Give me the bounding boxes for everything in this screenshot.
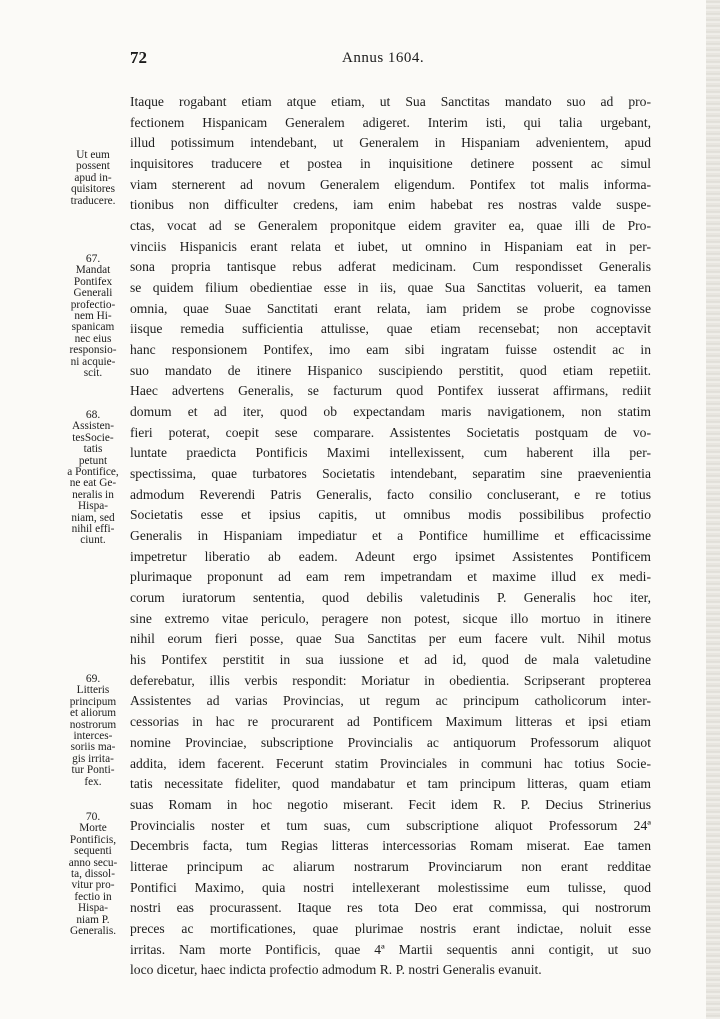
margin-note-line: Hispa- <box>77 902 109 915</box>
text-line: litterae principum ac aliarum nostrarum Provinciarum non erant redditae <box>130 858 651 874</box>
text-line: loco dicetur, haec indicta profectio admodum R. P. nostri Generalis evanuit. <box>130 962 542 978</box>
text-line: domum et ad iter, quod ob expectandam maris navigationem, non statim <box>130 404 651 420</box>
margin-note-line: apud in- <box>74 171 112 184</box>
margin-note-line: 67. <box>85 253 101 265</box>
margin-note-line: ta, dissol- <box>71 868 115 881</box>
margin-note-line: et aliorum <box>69 707 117 720</box>
text-line: cessorias in hac re procurarent ad Pontificem Maximum litteras et ipsi etiam <box>130 714 651 730</box>
margin-note-line: petunt <box>78 454 108 467</box>
margin-note-line: tur Ponti- <box>71 764 115 777</box>
text-line: his Pontifex perstitit in sua iussione et ad id, quod de mala valetudine <box>130 652 651 668</box>
text-line: tatis necessitate fideliter, quod mandabatur et tam principum litteras, quam etiam <box>130 776 651 792</box>
margin-note-line: sequenti <box>74 845 112 858</box>
margin-note-line: Hispa- <box>77 500 109 513</box>
margin-note-line: possent <box>76 160 110 173</box>
margin-note-line: nostrorum <box>69 718 117 731</box>
text-line: inquisitores traducere et postea in inquisitione detinere possent ac simul <box>130 156 651 172</box>
margin-note-line: 68. <box>85 409 101 421</box>
text-line: luntate praedicta Pontificis Maximi intellexissent, cum haberent illa per- <box>130 445 651 461</box>
margin-note-line: ciunt. <box>80 534 106 547</box>
text-line: deferebatur, illis verbis respondit: Moriatur in obedientia. Scripserant propterea <box>130 672 651 688</box>
margin-note-line: interces- <box>73 730 113 743</box>
text-line: spectissima, quae turbatores Societatis intendebant, separatim sine praevenientia <box>130 466 651 482</box>
text-line: Societatis esse et ipsius capitis, ut omnibus modis possibilibus profectio <box>130 507 651 523</box>
text-line: fieri poterat, coepit sese comparare. Assistentes Societatis postquam de vo- <box>130 424 651 440</box>
text-line: Pontifici Maximo, quia nostri intellexerant molestissime eum tulisse, quod <box>130 879 651 895</box>
text-line: nomine Provinciae, subscriptione Provincialis ac antiquorum Professorum aliquot <box>130 734 651 750</box>
margin-note-line: 70. <box>85 811 101 823</box>
margin-note-line: spanicam <box>71 321 115 334</box>
text-line: nostri eas procurassent. Itaque res tota Deo erat commissa, qui nostrorum <box>130 900 651 916</box>
text-line: Itaque rogabant etiam atque etiam, ut Sua Sanctitas mandato suo ad pro- <box>130 94 651 109</box>
text-line: vinciis Hispanicis erant relata et iubet, ut omnino in Hispaniam eat in per- <box>130 238 651 254</box>
text-line: corum iuratorum sententia, quod debilis valetudinis P. Generalis hoc iter, <box>130 590 651 606</box>
margin-note-line: vitur pro- <box>71 879 115 892</box>
text-line: plurimaque proponunt ad eam rem impetrandam et maxime illud ex medi- <box>130 569 651 585</box>
margin-note-line: anno secu- <box>68 856 118 869</box>
margin-note-traducere <box>60 150 126 207</box>
margin-note-line: traducere. <box>70 194 116 207</box>
text-line: Haec advertens Generalis, se facturum quod Pontifex iusserat affirmans, rediit <box>130 383 651 399</box>
margin-note-line: responsio- <box>69 344 117 357</box>
text-line: illud potissimum intendebant, ut Generalem in Hispaniam advenientem, apud <box>130 135 651 151</box>
text-line: impetretur liberatio ab eadem. Adeunt ergo ipsimet Assistentes Pontificem <box>130 548 651 564</box>
margin-note-line: Ut eum <box>76 149 110 161</box>
text-line: fectionem Hispanicam Generalem adigeret. Interim isti, qui talia urgebant, <box>130 114 651 130</box>
text-line: tionibus non difficulter credens, iam enim habebat res nostras valde suspe- <box>130 197 651 213</box>
margin-note-67 <box>60 254 126 379</box>
text-line: irritas. Nam morte Pontificis, quae 4ª Martii sequentis anni contigit, ut suo <box>130 941 651 957</box>
margin-note-line: Morte <box>79 822 107 835</box>
margin-note-line: nihil effi- <box>71 523 115 536</box>
page-number: 72 <box>130 48 147 67</box>
margin-note-line: soriis ma- <box>70 741 116 754</box>
margin-note-line: fex. <box>84 775 102 788</box>
margin-note-line: tatis <box>83 443 103 456</box>
text-line: viam sternerent ad novum Generalem eligendum. Pontifex tot malis informa- <box>130 176 651 192</box>
margin-note-line: quisitores <box>71 183 115 196</box>
margin-note-line: Generali <box>73 287 113 300</box>
text-line: ctas, vocat ad se Generalem proponitque eidem graviter ea, quae illi de Pro- <box>130 218 651 234</box>
text-line: sine extremo vitae periculo, peragere non potest, sicque illo mortuo in itinere <box>130 610 651 626</box>
text-line: admodum Reverendi Patris Generalis, facto consilio concluserant, e re totius <box>130 486 651 502</box>
margin-note-line: profectio- <box>70 298 116 311</box>
text-line: Provincialis noster et tum suas, cum subscriptione aliquot Professorum 24ª <box>130 817 651 833</box>
text-line: se quidem filium obedientiae esse in iis, quae Sua Sanctitas voluerit, ea tamen <box>130 280 651 296</box>
page-edge-decoration <box>706 0 720 1019</box>
margin-note-line: Pontifex <box>73 275 113 288</box>
margin-note-line: scit. <box>83 367 103 380</box>
text-line: addita, idem facerent. Fecerunt statim Provinciales in communi hac totius Socie- <box>130 755 651 771</box>
margin-note-line: Pontificis, <box>69 833 117 846</box>
text-line: Assistentes ad varias Provincias, ut regum ac principum catholicorum inter- <box>130 693 651 709</box>
body-text <box>130 92 651 981</box>
margin-note-line: ni acquie- <box>70 355 116 368</box>
margin-note-line: ne eat Ge- <box>69 477 117 490</box>
margin-note-line: tesSocie- <box>72 431 114 444</box>
margin-note-line: gis irrita- <box>72 752 114 765</box>
text-line: hanc responsionem Pontifex, imo eam sibi ingratam fuisse ostendit ac in <box>130 342 651 358</box>
margin-note-line: niam, sed <box>71 511 115 524</box>
margin-note-line: Assisten- <box>71 420 115 433</box>
margin-note-line: a Pontifice, <box>67 466 119 479</box>
margin-note-line: fectio in <box>74 890 112 903</box>
margin-note-line: neralis in <box>72 488 114 501</box>
margin-note-68 <box>60 410 126 547</box>
running-head: Annus 1604. <box>342 50 425 66</box>
margin-note-line: niam P. <box>76 913 110 926</box>
text-line: suas Romam in hoc negotio miserant. Fecit idem R. P. Decius Strinerius <box>130 796 651 812</box>
margin-note-line: Mandat <box>75 264 111 277</box>
margin-note-line: principum <box>69 695 117 708</box>
text-line: Generalis in Hispaniam impediatur et a Pontifice humillime et efficacissime <box>130 528 651 544</box>
margin-note-line: Generalis. <box>69 925 117 938</box>
text-line: iisque remedia sufficientia attulisse, quae etiam recensebat; non acceptavit <box>130 321 651 337</box>
text-line: preces ac mortificationes, quae plurimae nostris erant indictae, noluit esse <box>130 920 651 936</box>
margin-note-line: nec eius <box>74 332 112 345</box>
margin-note-line: nem Hi- <box>74 310 112 323</box>
margin-note-line: 69. <box>85 673 101 685</box>
margin-note-line: Litteris <box>76 684 110 697</box>
text-line: nihil eorum fieri posse, quae Sua Sanctitas per eum facere vult. Nihil motus <box>130 631 651 647</box>
margin-note-69 <box>60 674 126 788</box>
text-line: suo mandato de itinere Hispanico suscipiendo perstitit, quod etiam repetiit. <box>130 362 651 378</box>
text-line: omnia, quae Suae Sanctitati erant relata, iam pridem se probe cognovisse <box>130 300 651 316</box>
text-line: sona propria tantisque rebus adferat medicinam. Cum respondisset Generalis <box>130 259 651 275</box>
margin-note-70 <box>60 812 126 937</box>
text-line: Decembris facta, tum Regias litteras intercessorias Romam miserat. Eae tamen <box>130 838 651 854</box>
